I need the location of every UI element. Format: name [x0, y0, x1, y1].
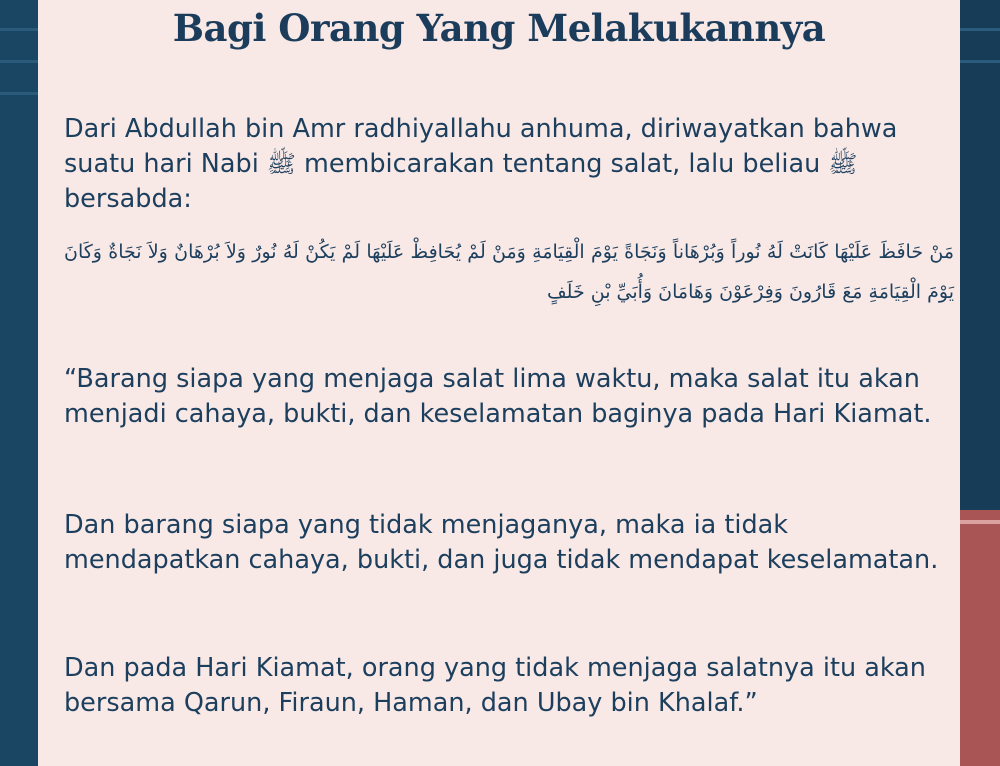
- intro-text-part2: membicarakan tentang salat, lalu beliau: [295, 149, 829, 179]
- background-stripe: [0, 28, 40, 31]
- translation-paragraph-3: Dan pada Hari Kiamat, orang yang tidak menjaga salatnya itu akan bersama Qarun, Firaun, Haman, dan Ubay bin Khalaf.”: [64, 653, 926, 718]
- honorific-saw-symbol: ﷺ: [828, 150, 858, 178]
- background-stripe: [0, 60, 40, 63]
- background-stripe: [960, 60, 1000, 63]
- background-stripe: [0, 92, 40, 95]
- page-title: Bagi Orang Yang Melakukannya: [172, 6, 826, 50]
- background-left-panel: [0, 0, 40, 766]
- honorific-saw-symbol: ﷺ: [266, 150, 296, 178]
- hadith-arabic-text: مَنْ حَافَظَ عَلَيْهَا كَانَتْ لَهُ نُوراً وَبُرْهَاناً وَنَجَاةً يَوْمَ الْقِيَامَةِ وَمَنْ لَمْ يُحَافِظْ عَلَيْهَا لَمْ يَكُنْ لَهُ نُورٌ وَلاَ بُرْهَانٌ وَلاَ نَجَاةٌ وَكَانَ يَوْمَ الْقِيَامَةِ مَعَ قَارُونَ وَفِرْعَوْنَ وَهَامَانَ وَأُبَيِّ بْنِ خَلَفٍ: [64, 241, 954, 303]
- background-stripe: [960, 28, 1000, 31]
- translation-paragraph-2: Dan barang siapa yang tidak menjaganya, maka ia tidak mendapatkan cahaya, bukti, dan juga tidak mendapat keselamatan.: [64, 510, 939, 575]
- content-card: [38, 0, 960, 766]
- intro-text-part3: bersabda:: [64, 184, 192, 214]
- intro-text-part1: Dari Abdullah bin Amr radhiyallahu anhuma, diriwayatkan bahwa suatu hari Nabi: [64, 114, 898, 179]
- translation-paragraph-1: “Barang siapa yang menjaga salat lima waktu, maka salat itu akan menjadi cahaya, bukti, dan keselamatan baginya pada Hari Kiamat.: [64, 364, 932, 429]
- background-accent-shape: [960, 510, 1000, 766]
- background-accent-line: [960, 520, 1000, 524]
- intro-paragraph: [64, 112, 954, 217]
